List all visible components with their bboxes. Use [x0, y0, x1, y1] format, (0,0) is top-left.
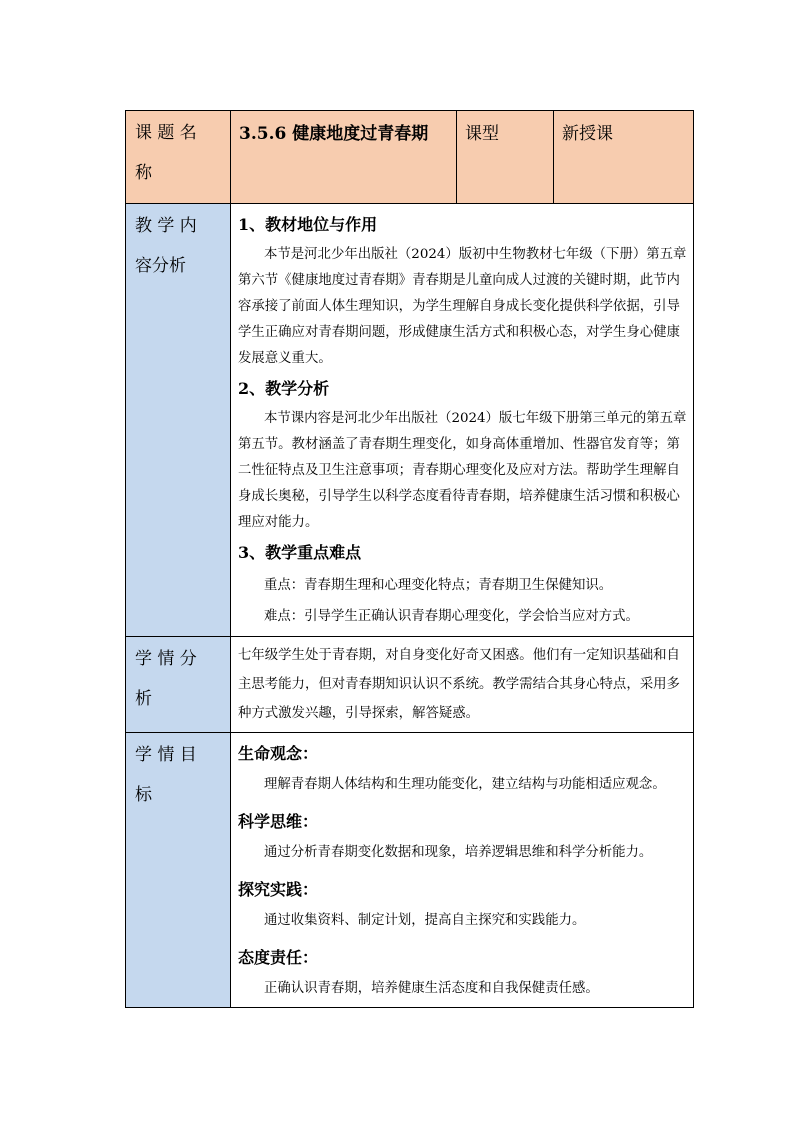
content-analysis-label-cell — [126, 204, 231, 637]
header-label-line-2: 称 — [135, 163, 152, 183]
student-analysis-label-line-2: 析 — [135, 689, 152, 709]
content-analysis-cell — [231, 204, 694, 637]
lesson-title: 3.5.6 健康地度过青春期 — [231, 111, 457, 204]
lesson-type-value: 新授课 — [554, 111, 694, 204]
student-analysis-row — [126, 637, 694, 733]
goals-row — [126, 733, 694, 1008]
student-analysis-text: 七年级学生处于青春期，对自身变化好奇又困惑。他们有一定知识基础和自主思考能力，但对青春期知识认识不系统。教学需结合其身心特点，采用多种方式激发兴趣，引导探索，解答疑惑。 — [238, 648, 680, 721]
goals-cell — [231, 733, 694, 1008]
key-point: 重点：青春期生理和心理变化特点；青春期卫生保健知识。 — [264, 578, 613, 593]
student-analysis-label-line-1: 学 情 分 — [135, 649, 197, 669]
header-label-cell — [126, 111, 231, 204]
section-title-2: 2、教学分析 — [238, 379, 330, 398]
goals-label-line-1: 学 情 目 — [135, 745, 197, 765]
goal-text-2: 通过分析青春期变化数据和现象，培养逻辑思维和科学分析能力。 — [264, 845, 653, 860]
section-title-1: 1、教材地位与作用 — [238, 215, 378, 234]
goal-text-1: 理解青春期人体结构和生理功能变化，建立结构与功能相适应观念。 — [264, 777, 666, 792]
difficult-point: 难点：引导学生正确认识青春期心理变化，学会恰当应对方式。 — [264, 609, 639, 624]
section-text-2: 本节课内容是河北少年出版社（2024）版七年级下册第三单元的第五章第五节。教材涵盖了青春期生理变化，如身高体重增加、性器官发育等；第二性征特点及卫生注意事项；青春期心理变化及应对方法。帮助学生理解自身成长奥秘，引导学生以科学态度看待青春期，培养健康生活习惯和积极心理应对能力。 — [238, 411, 687, 530]
goal-text-4: 正确认识青春期，培养健康生活态度和自我保健责任感。 — [264, 981, 599, 996]
goal-title-3: 探究实践： — [238, 880, 319, 899]
header-label-line-1: 课 题 名 — [135, 123, 197, 143]
goal-title-4: 态度责任： — [238, 948, 319, 967]
content-analysis-label-line-1: 教 学 内 — [135, 216, 197, 236]
lesson-type-label: 课型 — [457, 111, 554, 204]
goals-label-cell — [126, 733, 231, 1008]
content-analysis-label-line-2: 容分析 — [135, 256, 186, 276]
goal-title-2: 科学思维： — [238, 812, 319, 831]
content-analysis-row — [126, 204, 694, 637]
section-title-3: 3、教学重点难点 — [238, 543, 362, 562]
header-row — [126, 111, 694, 204]
student-analysis-cell — [231, 637, 694, 733]
goals-label-line-2: 标 — [135, 785, 152, 805]
goal-text-3: 通过收集资料、制定计划，提高自主探究和实践能力。 — [264, 913, 586, 928]
goal-title-1: 生命观念： — [238, 744, 319, 763]
section-text-1: 本节是河北少年出版社（2024）版初中生物教材七年级（下册）第五章第六节《健康地度过青春期》青春期是儿童向成人过渡的关键时期，此节内容承接了前面人体生理知识，为学生理解自身成长变化提供科学依据，引导学生正确应对青春期问题，形成健康生活方式和积极心态，对学生身心健康发展意义重大。 — [238, 247, 687, 366]
lesson-plan-table — [125, 110, 694, 1008]
student-analysis-label-cell — [126, 637, 231, 733]
